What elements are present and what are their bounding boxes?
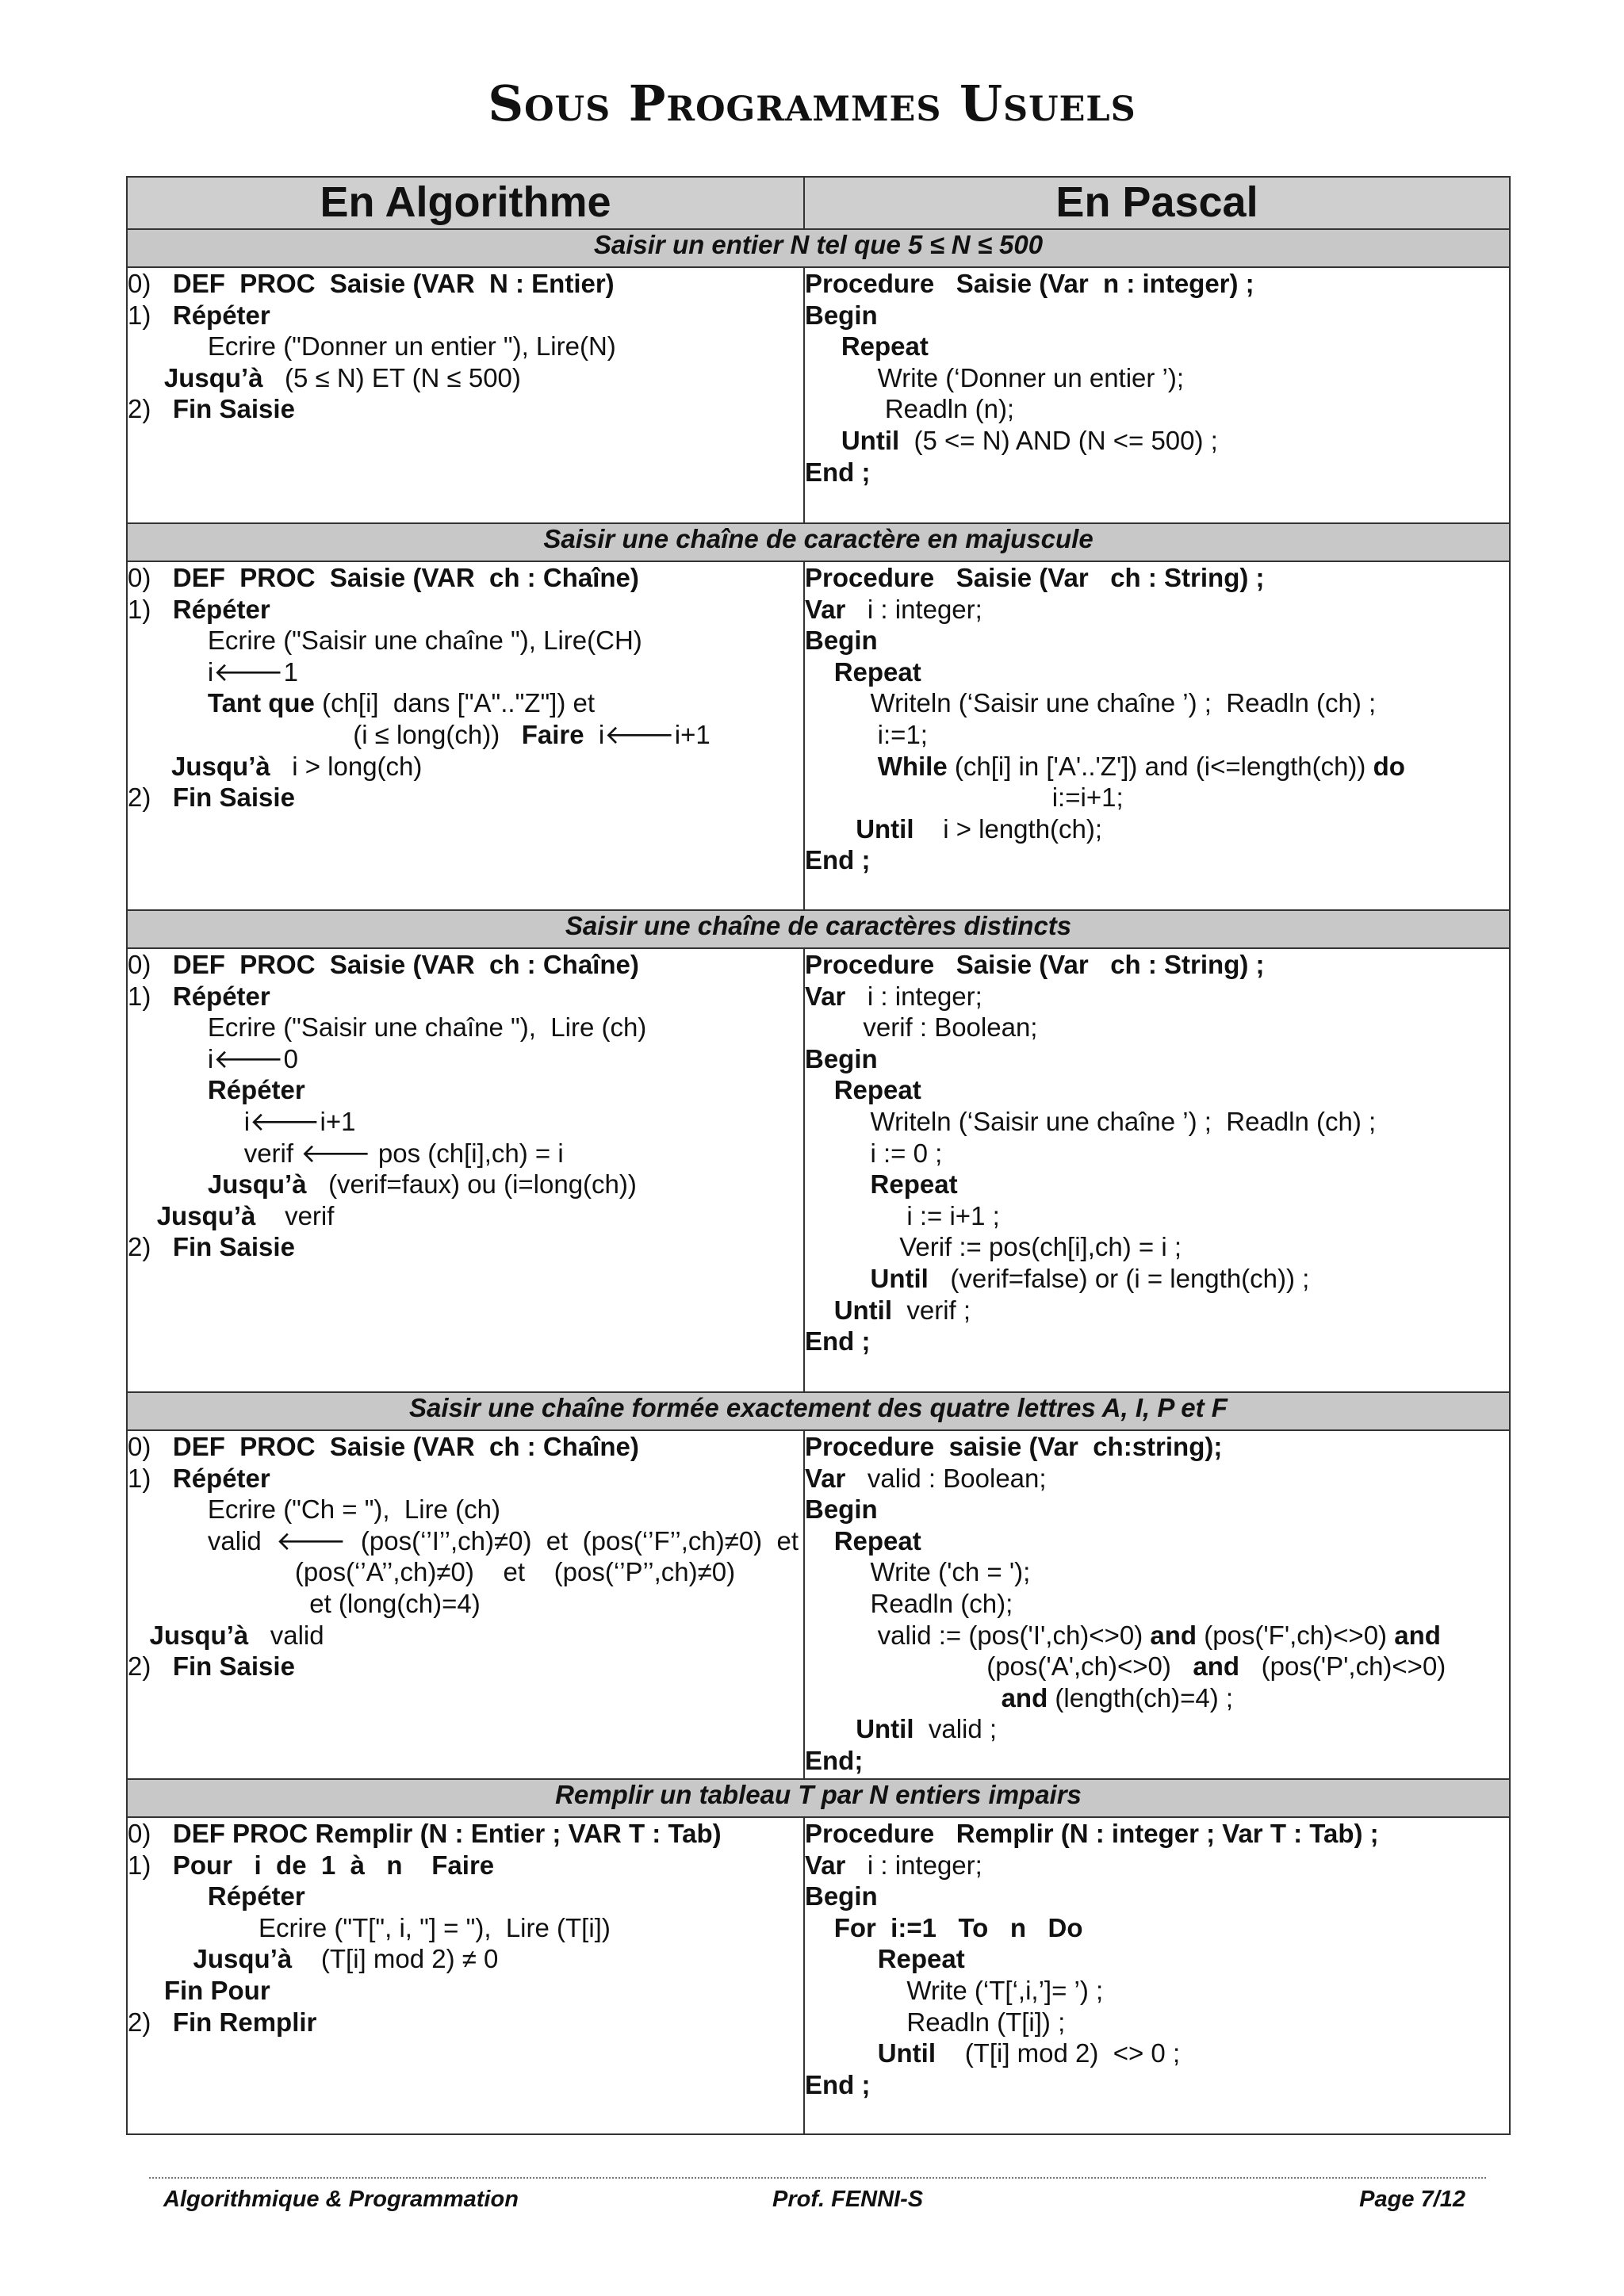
code-keyword: Begin	[805, 626, 878, 656]
code-text: i : integer;	[845, 594, 982, 624]
code-keyword: Until	[833, 1295, 893, 1325]
code-line	[128, 981, 803, 1012]
section-heading: Saisir une chaîne de caractères distincts	[127, 910, 1510, 948]
code-line	[128, 300, 803, 331]
code-line	[128, 719, 803, 751]
code-line	[128, 1943, 803, 1975]
code-text: (ch[i] dans ["A".."Z"]) et	[314, 688, 596, 718]
code-line	[128, 751, 803, 783]
code-keyword: and	[1001, 1682, 1048, 1712]
code-keyword: Repeat	[877, 1944, 965, 1974]
code-text: 0)	[128, 1819, 173, 1848]
algo-code	[127, 267, 804, 523]
code-text: Readln (T[i]) ;	[805, 2007, 1066, 2037]
pascal-code	[804, 1430, 1510, 1779]
code-line	[128, 1912, 803, 1944]
code-line	[805, 1588, 1509, 1620]
code-line	[805, 1326, 1509, 1357]
code-line	[805, 981, 1509, 1012]
footer-author: Prof. FENNI-S	[772, 2187, 924, 2212]
pascal-code	[804, 1817, 1510, 2134]
code-text: 1)	[128, 981, 173, 1011]
code-text: Ecrire ("Donner un entier "), Lire(N)	[128, 331, 616, 362]
code-keyword: Jusqu’à	[193, 1944, 293, 1974]
code-line	[805, 1943, 1509, 1975]
code-keyword: For i:=1 To n Do	[833, 1912, 1083, 1942]
code-line	[128, 687, 803, 719]
code-line	[805, 1295, 1509, 1326]
code-text: valid : Boolean;	[845, 1463, 1047, 1493]
code-text	[805, 1295, 834, 1325]
code-keyword: Procedure Remplir (N : integer ; Var T : Tab) ;	[805, 1819, 1379, 1848]
code-keyword: Repeat	[833, 656, 921, 687]
code-text: valid	[248, 1620, 324, 1650]
code-line	[805, 844, 1509, 876]
code-line	[805, 1106, 1509, 1138]
code-text	[805, 1075, 834, 1104]
code-text: i🡐i+1	[128, 1106, 356, 1136]
code-keyword: DEF PROC Saisie (VAR N : Entier)	[172, 269, 615, 298]
code-text: 2)	[128, 783, 173, 813]
code-text: (pos('A',ch)<>0)	[805, 1651, 1193, 1682]
code-text: verif : Boolean;	[805, 1012, 1038, 1043]
code-line	[128, 1169, 803, 1200]
code-text: Ecrire ("T[", i, "] = "), Lire (T[i])	[128, 1912, 611, 1942]
code-text: 0)	[128, 269, 173, 298]
code-text: Ecrire ("Saisir une chaîne "), Lire(CH)	[128, 626, 642, 656]
code-line	[128, 782, 803, 813]
code-text: 1)	[128, 594, 173, 624]
code-keyword: Var	[805, 1850, 846, 1880]
code-text: (pos('P',ch)<>0)	[1239, 1651, 1446, 1682]
code-text: (i ≤ long(ch))	[128, 719, 522, 749]
code-text	[805, 657, 834, 687]
code-line	[128, 1881, 803, 1912]
code-text: 1)	[128, 300, 173, 330]
code-text	[128, 1201, 157, 1230]
code-text: i > long(ch)	[270, 751, 423, 781]
code-keyword: Begin	[805, 300, 878, 330]
code-keyword: Begin	[805, 1494, 878, 1525]
code-line	[128, 1850, 803, 1881]
code-line	[805, 1138, 1509, 1169]
code-text: Write (‘T[‘,i,’]= ’) ;	[805, 1975, 1104, 2005]
code-line	[805, 625, 1509, 656]
code-text: i := i+1 ;	[805, 1200, 1000, 1230]
code-line	[805, 1745, 1509, 1777]
code-keyword: Fin Saisie	[172, 1232, 295, 1262]
code-keyword: Pour i de 1 à n Faire	[172, 1850, 495, 1880]
pascal-code	[804, 948, 1510, 1392]
code-keyword: Until	[856, 813, 914, 844]
code-text	[805, 1683, 1002, 1712]
section-heading: Saisir une chaîne de caractère en majuscule	[127, 523, 1510, 561]
code-text	[805, 814, 856, 844]
code-keyword: Fin Remplir	[172, 2007, 317, 2037]
header-pascal: En Pascal	[804, 177, 1510, 229]
code-keyword: Jusqu’à	[171, 751, 270, 781]
code-text: i🡐i+1	[584, 719, 710, 749]
code-line	[805, 362, 1509, 394]
code-text	[128, 1944, 193, 1973]
code-text: (5 <= N) AND (N <= 500) ;	[899, 425, 1218, 455]
code-line	[805, 2007, 1509, 2038]
footer-course: Algorithmique & Programmation	[163, 2187, 519, 2212]
code-keyword: Fin Pour	[163, 1975, 270, 2005]
code-text	[128, 1169, 208, 1199]
code-keyword: Jusqu’à	[156, 1200, 256, 1230]
code-keyword: Procedure Saisie (Var ch : String) ;	[805, 563, 1265, 592]
code-line	[805, 1713, 1509, 1745]
code-line	[128, 656, 803, 688]
code-keyword: Tant que	[207, 688, 315, 718]
code-keyword: Repeat	[833, 1075, 921, 1105]
code-keyword: and	[1394, 1620, 1441, 1650]
code-line	[805, 1850, 1509, 1881]
code-text: 0)	[128, 1432, 173, 1461]
code-keyword: Begin	[805, 1043, 878, 1073]
code-keyword: Jusqu’à	[163, 362, 263, 392]
algo-code	[127, 948, 804, 1392]
code-line	[128, 1494, 803, 1525]
code-line	[128, 625, 803, 656]
code-text: 2)	[128, 2007, 173, 2037]
code-keyword: and	[1193, 1651, 1240, 1682]
code-line	[128, 1106, 803, 1138]
code-keyword: End ;	[805, 2069, 871, 2099]
code-text: (verif=false) or (i = length(ch)) ;	[928, 1263, 1310, 1293]
code-line	[128, 1043, 803, 1075]
code-text: 1)	[128, 1850, 173, 1880]
code-line	[128, 1525, 803, 1557]
code-line	[128, 1463, 803, 1494]
code-text	[128, 1976, 164, 2005]
code-keyword: Répéter	[172, 1463, 270, 1493]
code-text: Readln (ch);	[805, 1588, 1013, 1618]
code-text: (5 ≤ N) ET (N ≤ 500)	[262, 362, 521, 392]
code-line	[805, 1881, 1509, 1912]
code-text: Readln (n);	[805, 394, 1015, 424]
code-line	[805, 2069, 1509, 2101]
code-line	[805, 1620, 1509, 1651]
code-line	[805, 1169, 1509, 1200]
code-line	[805, 1043, 1509, 1075]
code-line	[805, 656, 1509, 688]
code-text: Verif := pos(ch[i],ch) = i ;	[805, 1232, 1182, 1262]
algo-code	[127, 1817, 804, 2134]
code-line	[805, 1231, 1509, 1263]
code-text: i : integer;	[845, 1850, 982, 1880]
code-keyword: DEF PROC Saisie (VAR ch : Chaîne)	[172, 563, 639, 592]
code-text	[805, 1944, 878, 1973]
code-line	[805, 1263, 1509, 1295]
code-text: 2)	[128, 1232, 173, 1262]
code-line	[128, 1231, 803, 1263]
code-line	[805, 457, 1509, 488]
code-text: valid := (pos('I',ch)<>0)	[805, 1620, 1151, 1650]
code-line	[128, 268, 803, 300]
code-keyword: End ;	[805, 457, 871, 487]
code-keyword: Répéter	[207, 1881, 305, 1911]
code-line	[805, 331, 1509, 362]
code-line	[805, 562, 1509, 594]
code-line	[128, 1588, 803, 1620]
algo-code	[127, 1430, 804, 1779]
code-comparison-table	[126, 176, 1511, 2135]
code-keyword: DEF PROC Saisie (VAR ch : Chaîne)	[172, 1432, 639, 1461]
code-line	[805, 719, 1509, 751]
code-text	[805, 1264, 871, 1293]
code-text: verif 🡐 pos (ch[i],ch) = i	[128, 1138, 564, 1168]
code-line	[128, 594, 803, 626]
code-keyword: Repeat	[833, 1525, 921, 1556]
code-line	[128, 1620, 803, 1651]
code-keyword: Until	[870, 1263, 929, 1293]
code-line	[805, 1200, 1509, 1232]
code-text: (pos('F',ch)<>0)	[1197, 1620, 1395, 1650]
code-keyword: Procedure Saisie (Var n : integer) ;	[805, 269, 1254, 298]
code-keyword: and	[1150, 1620, 1197, 1650]
code-keyword: Until	[877, 2038, 936, 2068]
code-text: verif ;	[892, 1295, 971, 1325]
algo-code	[127, 561, 804, 910]
code-keyword: Repeat	[870, 1169, 958, 1200]
code-line	[805, 1818, 1509, 1850]
code-text: i:=1;	[805, 719, 928, 749]
code-line	[128, 949, 803, 981]
code-text: (T[i] mod 2) <> 0 ;	[936, 2038, 1181, 2068]
code-line	[128, 1074, 803, 1106]
code-line	[805, 268, 1509, 300]
code-text: 0)	[128, 563, 173, 592]
code-line	[805, 1012, 1509, 1043]
code-line	[128, 1818, 803, 1850]
code-text: i🡐0	[128, 1043, 299, 1073]
code-text: (T[i] mod 2) ≠ 0	[292, 1944, 499, 1974]
code-keyword: Répéter	[207, 1075, 305, 1105]
code-keyword: Procedure Saisie (Var ch : String) ;	[805, 950, 1265, 979]
code-line	[128, 393, 803, 425]
code-keyword: Jusqu’à	[207, 1169, 307, 1200]
code-line	[128, 1012, 803, 1043]
code-line	[805, 949, 1509, 981]
code-text: i🡐1	[128, 656, 299, 687]
code-keyword: Var	[805, 1463, 846, 1493]
code-line	[128, 362, 803, 394]
header-algorithme: En Algorithme	[127, 177, 804, 229]
code-text	[805, 752, 878, 781]
code-text: valid 🡐 (pos(‘’I’’,ch)≠0) et (pos(‘’F’’,ch)≠0) et	[128, 1525, 799, 1556]
code-keyword: Répéter	[172, 981, 270, 1011]
code-line	[805, 1074, 1509, 1106]
code-keyword: While	[877, 751, 948, 781]
code-line	[805, 1463, 1509, 1494]
code-text: Write (‘Donner un entier ’);	[805, 362, 1185, 392]
code-line	[128, 2007, 803, 2038]
code-text: (verif=faux) ou (i=long(ch))	[306, 1169, 637, 1200]
pascal-code	[804, 267, 1510, 523]
code-line	[128, 1138, 803, 1169]
code-text: 1)	[128, 1463, 173, 1493]
code-line	[805, 1556, 1509, 1588]
code-line	[805, 782, 1509, 813]
code-line	[805, 1494, 1509, 1525]
code-keyword: Until	[856, 1714, 914, 1744]
code-keyword: Repeat	[841, 331, 929, 362]
code-text: i := 0 ;	[805, 1138, 943, 1168]
code-keyword: Répéter	[172, 594, 270, 624]
code-keyword: End ;	[805, 1326, 871, 1357]
code-keyword: Jusqu’à	[149, 1620, 249, 1650]
code-text: valid ;	[914, 1714, 998, 1744]
code-keyword: do	[1373, 751, 1405, 781]
code-text	[128, 1075, 208, 1104]
code-line	[805, 1975, 1509, 2007]
code-line	[805, 300, 1509, 331]
code-text	[805, 331, 841, 361]
code-line	[805, 1431, 1509, 1463]
code-text: i > length(ch);	[914, 813, 1103, 844]
code-keyword: End;	[805, 1745, 864, 1775]
code-text	[805, 1714, 856, 1743]
code-text: Ecrire ("Ch = "), Lire (ch)	[128, 1494, 500, 1525]
code-keyword: Var	[805, 594, 846, 624]
code-keyword: Var	[805, 981, 846, 1011]
code-text: verif	[255, 1200, 335, 1230]
footer-page-number: Page 7/12	[1359, 2187, 1465, 2212]
code-text	[805, 1913, 834, 1942]
code-line	[128, 1651, 803, 1682]
code-keyword: Faire	[521, 719, 584, 749]
code-keyword: Begin	[805, 1881, 878, 1911]
code-line	[805, 1525, 1509, 1557]
pascal-code	[804, 561, 1510, 910]
code-text	[128, 1621, 150, 1650]
code-text: 0)	[128, 950, 173, 979]
code-text: et (long(ch)=4)	[128, 1588, 481, 1618]
code-text: 2)	[128, 394, 173, 424]
section-heading: Saisir un entier N tel que 5 ≤ N ≤ 500	[127, 229, 1510, 267]
code-line	[128, 1556, 803, 1588]
code-keyword: Fin Saisie	[172, 783, 295, 813]
code-line	[128, 1975, 803, 2007]
code-line	[805, 687, 1509, 719]
code-line	[805, 813, 1509, 845]
code-keyword: Until	[841, 425, 900, 455]
code-text: Writeln (‘Saisir une chaîne ’) ; Readln (ch) ;	[805, 1106, 1377, 1136]
code-text	[805, 1169, 871, 1199]
code-text: Write ('ch = ');	[805, 1557, 1031, 1587]
code-text: i:=i+1;	[805, 783, 1124, 813]
code-line	[805, 594, 1509, 626]
code-keyword: Fin Saisie	[172, 394, 295, 424]
code-text	[128, 1881, 208, 1911]
code-text: 2)	[128, 1651, 173, 1682]
code-text: (pos(‘’A’’,ch)≠0) et (pos(‘’P’’,ch)≠0)	[128, 1557, 736, 1587]
section-heading: Remplir un tableau T par N entiers impairs	[127, 1779, 1510, 1817]
code-text	[805, 426, 841, 455]
code-text	[128, 688, 208, 718]
code-line	[805, 1682, 1509, 1714]
code-text: Ecrire ("Saisir une chaîne "), Lire (ch)	[128, 1012, 647, 1043]
code-line	[805, 751, 1509, 783]
code-text: Writeln (‘Saisir une chaîne ’) ; Readln (ch) ;	[805, 688, 1377, 718]
code-line	[805, 1912, 1509, 1944]
page-title: Sous Programmes Usuels	[488, 75, 1136, 132]
code-text	[805, 2038, 878, 2068]
section-heading: Saisir une chaîne formée exactement des quatre lettres A, I, P et F	[127, 1392, 1510, 1430]
code-text: i : integer;	[845, 981, 982, 1011]
code-keyword: DEF PROC Saisie (VAR ch : Chaîne)	[172, 950, 639, 979]
code-keyword: Fin Saisie	[172, 1651, 295, 1682]
code-keyword: DEF PROC Remplir (N : Entier ; VAR T : Tab)	[172, 1819, 722, 1848]
code-text: (ch[i] in ['A'..'Z']) and (i<=length(ch))	[947, 751, 1373, 781]
code-text	[128, 363, 164, 392]
code-text	[805, 1526, 834, 1556]
code-text: (length(ch)=4) ;	[1048, 1682, 1234, 1712]
code-line	[805, 425, 1509, 457]
footer-divider	[149, 2177, 1486, 2179]
code-line	[128, 1431, 803, 1463]
code-line	[805, 2038, 1509, 2069]
code-text	[128, 752, 171, 781]
code-line	[128, 562, 803, 594]
code-line	[128, 331, 803, 362]
code-line	[805, 393, 1509, 425]
code-line	[805, 1651, 1509, 1682]
code-keyword: Répéter	[172, 300, 270, 330]
code-keyword: End ;	[805, 845, 871, 875]
code-line	[128, 1200, 803, 1232]
code-keyword: Procedure saisie (Var ch:string);	[805, 1432, 1223, 1461]
